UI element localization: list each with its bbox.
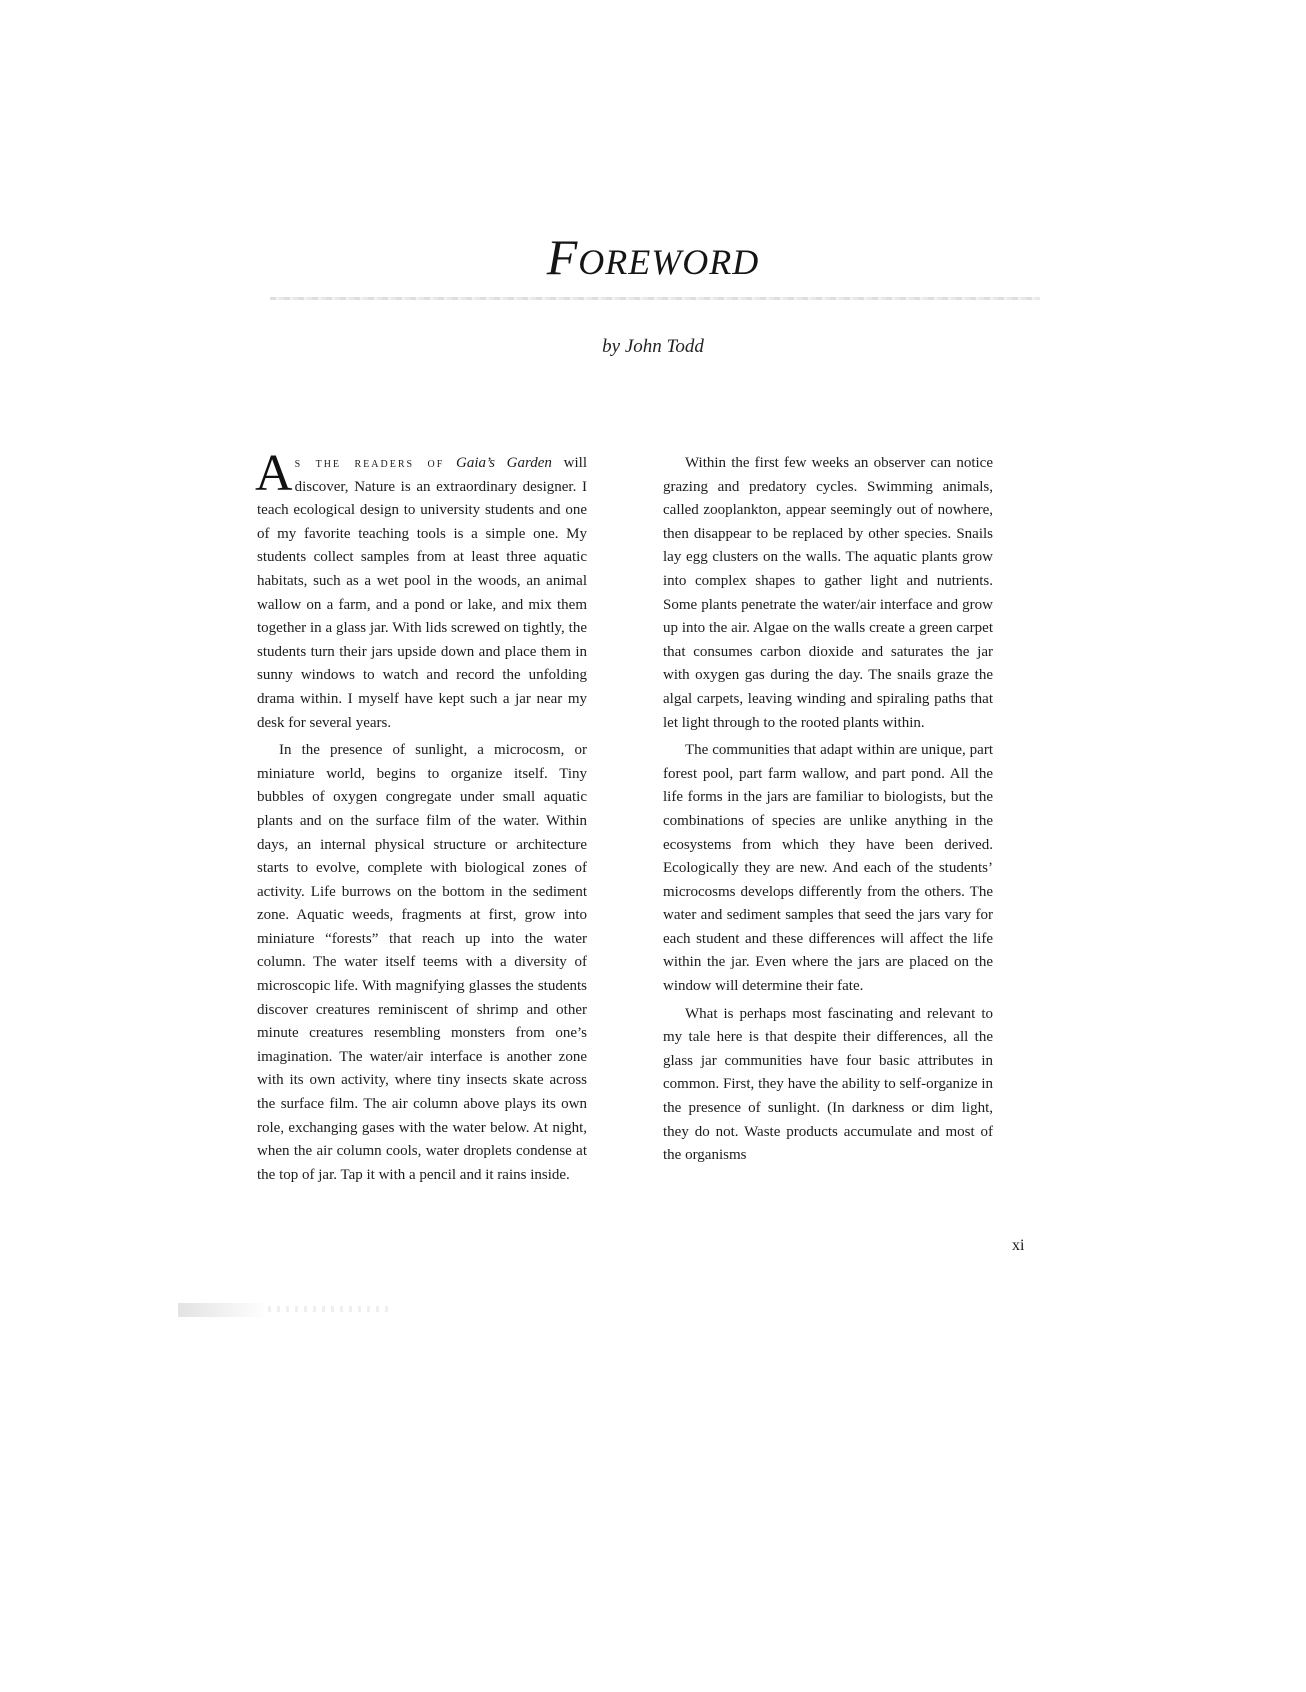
paragraph: Within the first few weeks an observer can notice grazing and predatory cycles. Swimming animals, called zooplankton, appear seemingly out of nowhere, then disappear to be replaced by other species. Snails lay egg clusters on the walls. The aquatic plants grow into complex shapes to gather light and nutrients. Some plants penetrate the water/air interface and grow up into the air. Algae on the walls create a green carpet that consumes carbon dioxide and saturates the jar with oxygen gas during the day. The snails graze the algal carpets, leaving winding and spiraling paths that let light through to the rooted plants within. — [663, 455, 993, 731]
paragraph: In the presence of sunlight, a microcosm, or miniature world, begins to organize itself. Tiny bubbles of oxygen congregate under small aquatic plants and on the surface film of the water. Within days, an internal physical structure or architecture starts to evolve, complete with biological zones of activity. Life burrows on the bottom in the sediment zone. Aquatic weeds, fragments at first, grow into miniature “forests” that reach up into the water column. The water itself teems with a diversity of microscopic life. With magnifying glasses the students discover creatures reminiscent of shrimp and other minute creatures resembling monsters from one’s imagination. The water/air interface is another zone with its own activity, where tiny insects skate across the surface film. The air column above plays its own role, exchanging gases with the water below. At night, when the air column cools, water droplets condense at the top of jar. Tap it with a pencil and it rains inside. — [257, 742, 587, 1183]
drop-cap: A — [255, 445, 293, 502]
lead-in-small-caps: s the readers of — [294, 456, 445, 471]
text-column-right — [663, 452, 993, 1168]
scan-artifact — [178, 1303, 268, 1317]
chapter-title-initial: F — [546, 229, 579, 285]
scan-artifact — [268, 1306, 388, 1312]
book-title: Gaia’s Garden — [456, 455, 552, 471]
paragraph: The communities that adapt within are unique, part forest pool, part farm wallow, and part pond. All the life forms in the jars are familiar to biologists, but the combinations of species are unlike anything in the ecosystems from which they have been derived. Ecologically they are new. And each of the students’ microcosms develops differently from the others. The water and sediment samples that seed the jars vary for each student and these differences will affect the life within the jar. Even where the jars are placed on the window will determine their fate. — [663, 742, 993, 995]
page-number: xi — [1012, 1237, 1025, 1254]
chapter-title-rest: OREWORD — [578, 242, 760, 282]
paragraph: What is perhaps most fascinating and relevant to my tale here is that despite their differences, all the glass jar communities have four basic attributes in common. First, they have the ability to self-organize in the presence of sunlight. (In darkness or dim light, they do not. Waste products accumulate and most of the organisms — [663, 1005, 993, 1164]
paragraph — [255, 445, 587, 735]
chapter-title — [0, 229, 1306, 285]
author-byline: by John Todd — [602, 336, 704, 357]
paragraph-text: will discover, Nature is an extraordinary designer. I teach ecological design to university students and one of my favorite teaching tools is a simple one. My students collect samples from at least three aquatic habitats, such as a wet pool in the woods, an animal wallow on a farm, and a pond or lake, and mix them together in a glass jar. With lids screwed on tightly, the students turn their jars upside down and place them in sunny windows to watch and record the unfolding drama within. I myself have kept such a jar near my desk for several years. — [257, 455, 587, 731]
title-rule — [270, 297, 1040, 300]
text-column-left — [255, 445, 587, 1187]
